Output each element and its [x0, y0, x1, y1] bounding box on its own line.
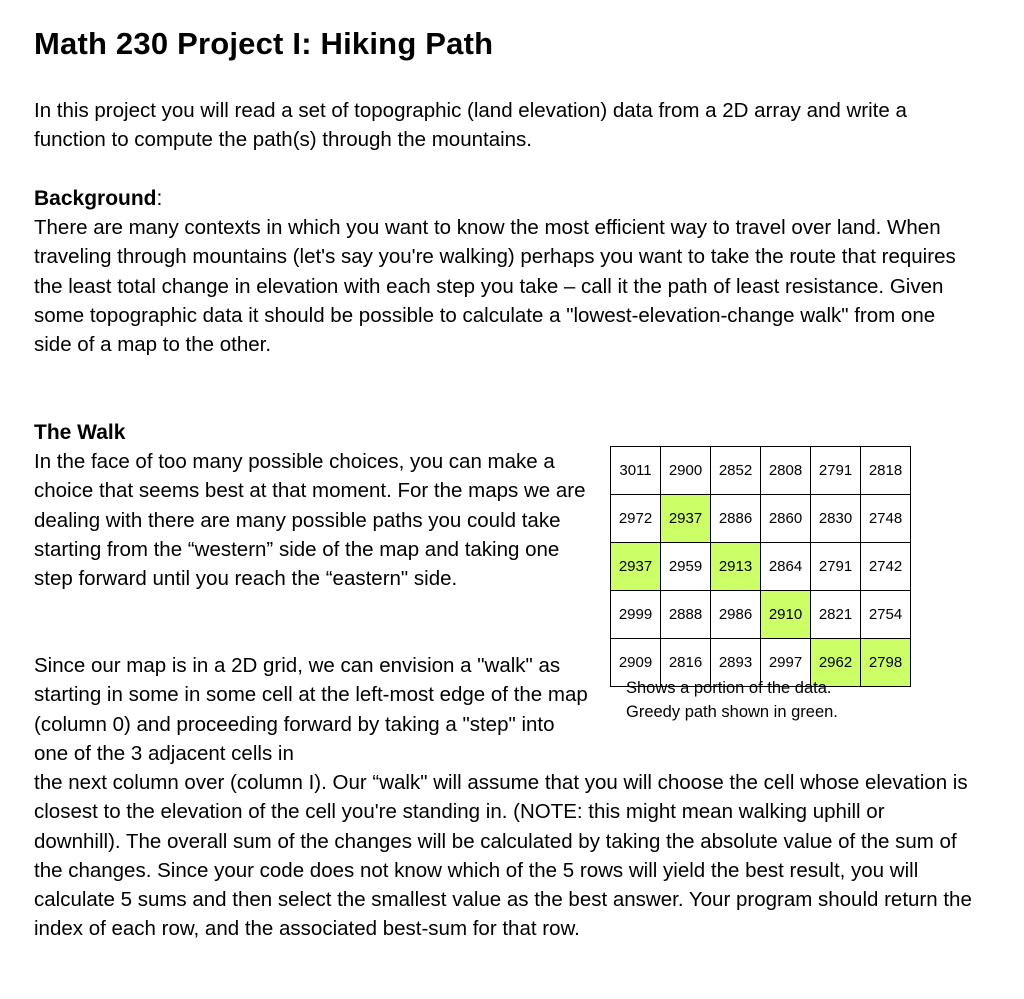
elevation-grid [610, 446, 911, 687]
grid-cell: 2818 [861, 447, 911, 495]
grid-cell: 2959 [661, 543, 711, 591]
grid-cell-path: 2937 [661, 495, 711, 543]
grid-cell: 2986 [711, 591, 761, 639]
grid-cell: 2754 [861, 591, 911, 639]
intro-paragraph: In this project you will read a set of topographic (land elevation) data from a 2D array and write a function to compute the path(s) through the mountains. [34, 99, 907, 152]
grid-row [611, 447, 911, 495]
grid-cell-path: 2913 [711, 543, 761, 591]
grid-caption-line-2: Greedy path shown in green. [626, 703, 838, 721]
grid-cell: 2893 [711, 639, 761, 687]
page-title: Math 230 Project I: Hiking Path [34, 26, 494, 61]
walk-paragraph-1: In the face of too many possible choices, you can make a choice that seems best at that moment. For the maps we are dealing with there are many possible paths you could take starting from the “western” side of the map and taking one step forward until you reach the “eastern" side. [34, 450, 586, 591]
grid-caption [626, 676, 926, 724]
walk-paragraph-2-end: the next column over (column I). Our “walk" will assume that you will choose the cell whose elevation is closest to the elevation of the cell you're standing in. (NOTE: this might mean walking uphill or downhill). The overall sum of the changes will be calculated by taking the absolute value of the sum of the changes. Since your code does not know which of the 5 rows will yield the best result, you will calculate 5 sums and then select the smallest value as the best answer. Your program should return the index of each row, and the associated best-sum for that row. [34, 771, 972, 941]
grid-cell: 2999 [611, 591, 661, 639]
grid-cell: 2886 [711, 495, 761, 543]
grid-cell: 2791 [811, 447, 861, 495]
grid-cell: 2830 [811, 495, 861, 543]
grid-cell: 2864 [761, 543, 811, 591]
walk-heading: The Walk [34, 421, 126, 444]
grid-cell: 2816 [661, 639, 711, 687]
grid-cell: 2742 [861, 543, 911, 591]
background-heading-text: Background [34, 187, 157, 210]
background-heading-colon: : [156, 187, 163, 210]
grid-row [611, 591, 911, 639]
grid-cell: 2821 [811, 591, 861, 639]
background-paragraph: There are many contexts in which you want to know the most efficient way to travel over land. When traveling through mountains (let's say you're walking) perhaps you want to take the route that requires the least total change in elevation with each step you take – call it the path of least resistance. Given some topographic data it should be possible to calculate a "lowest-elevation-change walk" from one side of a map to the other. [34, 216, 956, 357]
grid-cell: 2808 [761, 447, 811, 495]
grid-cell: 3011 [611, 447, 661, 495]
grid-caption-line-1: Shows a portion of the data. [626, 679, 832, 697]
walk-paragraph-2-start: Since our map is in a 2D grid, we can envision a "walk" as starting in some in some cell at the left-most edge of the map (column 0) and proceeding forward by taking a "step" into one of the 3 adjacent cells in [34, 654, 588, 765]
grid-cell: 2860 [761, 495, 811, 543]
grid-cell-path: 2798 [861, 639, 911, 687]
grid-cell: 2909 [611, 639, 661, 687]
grid-cell: 2791 [811, 543, 861, 591]
grid-cell-path: 2910 [761, 591, 811, 639]
grid-row [611, 543, 911, 591]
grid-cell-path: 2962 [811, 639, 861, 687]
background-heading [34, 184, 162, 213]
grid-cell: 2852 [711, 447, 761, 495]
grid-cell: 2972 [611, 495, 661, 543]
grid-cell: 2748 [861, 495, 911, 543]
grid-cell-path: 2937 [611, 543, 661, 591]
grid-cell: 2888 [661, 591, 711, 639]
grid-row [611, 495, 911, 543]
grid-cell: 2997 [761, 639, 811, 687]
grid-cell: 2900 [661, 447, 711, 495]
